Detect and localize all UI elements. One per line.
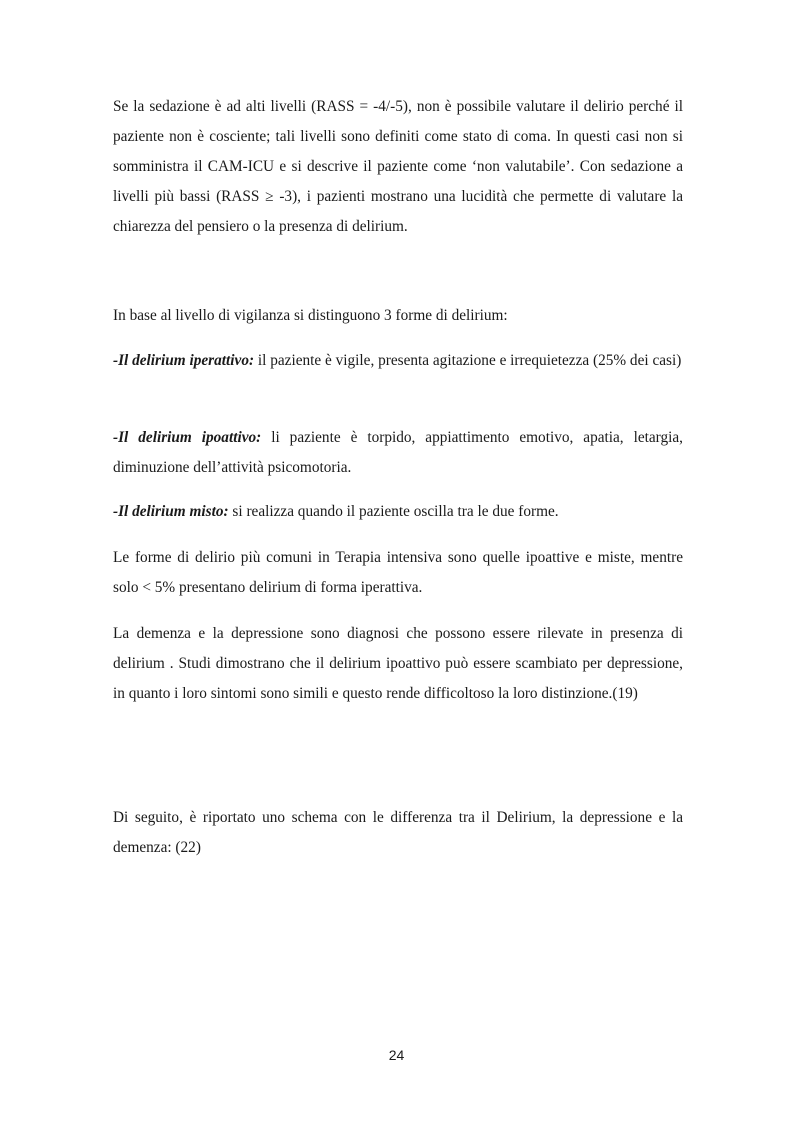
sedation-paragraph: Se la sedazione è ad alti livelli (RASS = -4/-5), non è possibile valutare il delirio perché il paziente non è cosciente; tali livelli sono definiti come stato di coma. In questi casi non si somministra il CAM-ICU e si descrive il paziente come ‘non valutabile’. Con sedazione a livelli più bassi (RASS ≥ -3), i pazienti mostrano una lucidità che permette di valutare la chiarezza del pensiero o la presenza di delirium. [113, 98, 683, 235]
dementia-depression-paragraph: La demenza e la depressione sono diagnosi che possono essere rilevate in presenza di delirium . Studi dimostrano che il delirium ipoattivo può essere scambiato per depressione, in quanto i loro sintomi sono simili e questo rende difficoltoso la loro distinzione.(19) [113, 625, 683, 702]
page-number: 24 [388, 1047, 405, 1063]
common-forms-paragraph: Le forme di delirio più comuni in Terapia intensiva sono quelle ipoattive e miste, mentre solo < 5% presentano delirium di forma iperattiva. [113, 549, 683, 596]
hypoactive-delirium-item [113, 423, 683, 483]
mixed-delirium-item [113, 497, 683, 527]
mixed-delirium-text: si realizza quando il paziente oscilla tra le due forme. [228, 503, 559, 520]
forms-intro-paragraph: In base al livello di vigilanza si distinguono 3 forme di delirium: [113, 307, 508, 324]
schema-intro-paragraph: Di seguito, è riportato uno schema con le differenza tra il Delirium, la depressione e la demenza: (22) [113, 809, 683, 856]
hyperactive-delirium-item [113, 346, 683, 376]
hypoactive-delirium-label: -Il delirium ipoattivo: [113, 429, 262, 446]
hyperactive-delirium-text: il paziente è vigile, presenta agitazione e irrequietezza (25% dei casi) [254, 352, 682, 369]
hypoactive-delirium-text: li paziente è torpido, appiattimento emotivo, apatia, letargia, diminuzione dell’attività psicomotoria. [113, 429, 683, 476]
hyperactive-delirium-label: -Il delirium iperattivo: [113, 352, 255, 369]
mixed-delirium-label: -Il delirium misto: [113, 503, 229, 520]
